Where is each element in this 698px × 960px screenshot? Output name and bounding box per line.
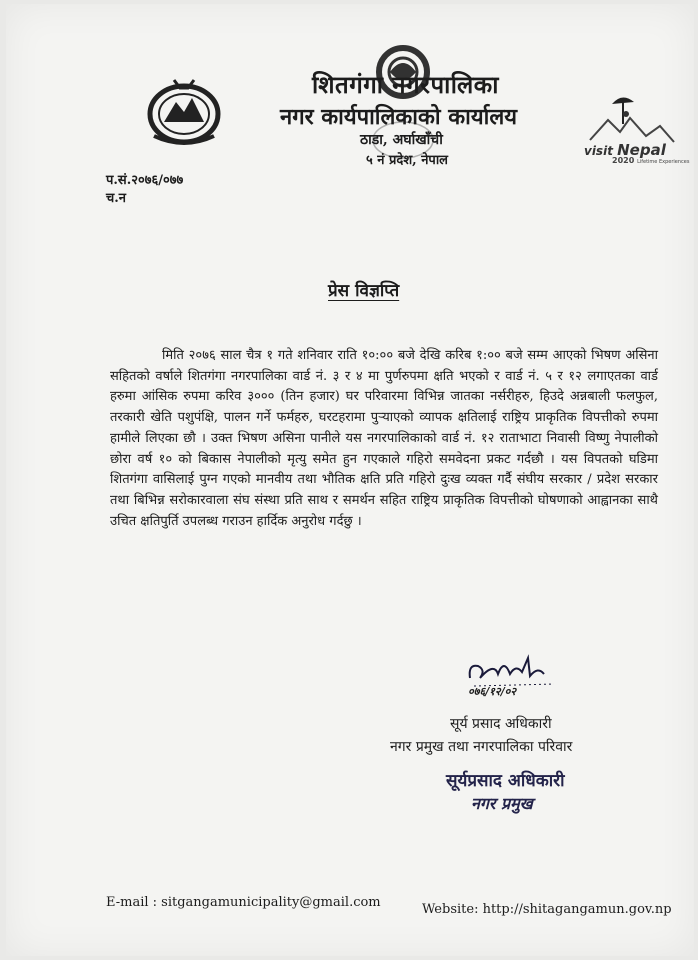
- visit-nepal-tagline: Lifetime Experiences: [637, 159, 690, 165]
- signer-title: नगर प्रमुख तथा नगरपालिका परिवार: [390, 739, 573, 755]
- footer-email: E-mail : sitgangamunicipality@gmail.com: [106, 895, 381, 910]
- signature-date: ०७६/१२/०२: [468, 685, 517, 698]
- stamp-title: नगर प्रमुख: [471, 794, 533, 813]
- letter-number: प.सं.२०७६/०७७: [106, 173, 184, 188]
- notice-title: प्रेस विज्ञप्ति: [328, 281, 400, 301]
- visit-nepal-year: 2020 Lifetime Experiences: [612, 156, 690, 165]
- org-name: शितगंगा नगरपालिका: [312, 70, 499, 99]
- letter-page: [6, 4, 694, 956]
- dispatch-number: च.न: [106, 191, 126, 206]
- office-province: ५ नं प्रदेश, नेपाल: [366, 153, 448, 168]
- signer-name: सूर्य प्रसाद अधिकारी: [450, 716, 552, 732]
- office-location: ठाडा, अर्घाखाँची: [360, 132, 443, 148]
- visit-nepal-wordmark: visit Nepal: [584, 141, 666, 159]
- nepal-emblem-icon: [144, 74, 224, 146]
- office-name: नगर कार्यपालिकाको कार्यालय: [280, 104, 517, 130]
- footer-website: Website: http://shitagangamun.gov.np: [422, 902, 672, 917]
- stamp-name: सूर्यप्रसाद अधिकारी: [446, 771, 565, 791]
- notice-body: मिति २०७६ साल चैत्र १ गते शनिवार राति १०:०० बजे देखि करिब १:०० बजे सम्म आएको भिषण असिना सहितको वर्षाले शितगंगा नगरपालिका वार्ड नं. ३ र ४ मा पुर्णरुपमा क्षति भएको र वार्ड नं. ५ र १२ लगाएतका वार्ड हरुमा आंसिक रुपमा करिव ३००० (तिन हजार) घर परिवारमा विभिन्न जातका नर्सरीहरु, हिउदे अन्नबाली फलफुल, तरकारी खेति पशुपंक्षि, पालन गर्ने फर्महरु, घरटहरामा पुऱ्याएको व्यापक क्षतिलाई राष्ट्रिय प्राकृतिक विपत्तीको रुपमा हामीले लिएका छौ । उक्त भिषण असिना पानीले यस नगरपालिकाको वार्ड नं. १२ राताभाटा निवासी विष्णु नेपालीको छोरा वर्ष १० को बिकास नेपालीको मृत्यु समेत हुन गएकाले गहिरो समवेदना प्रकट गर्दछौ । यस विपतको घडिमा शितगंगा वासिलाई पुग्न गएको मानवीय तथा भौतिक क्षति प्रति गहिरो दुःख व्यक्त गर्दै संघीय सरकार / प्रदेश सरकार तथा बिभिन्न सरोकारवाला संघ संस्था प्रति साथ र समर्थन सहित राष्ट्रिय प्राकृतिक विपत्तीको घोषणाको आह्वानका साथै उचित क्षतिपुर्ति उपलब्ध गराउन हार्दिक अनुरोध गर्दछु ।: [110, 348, 658, 529]
